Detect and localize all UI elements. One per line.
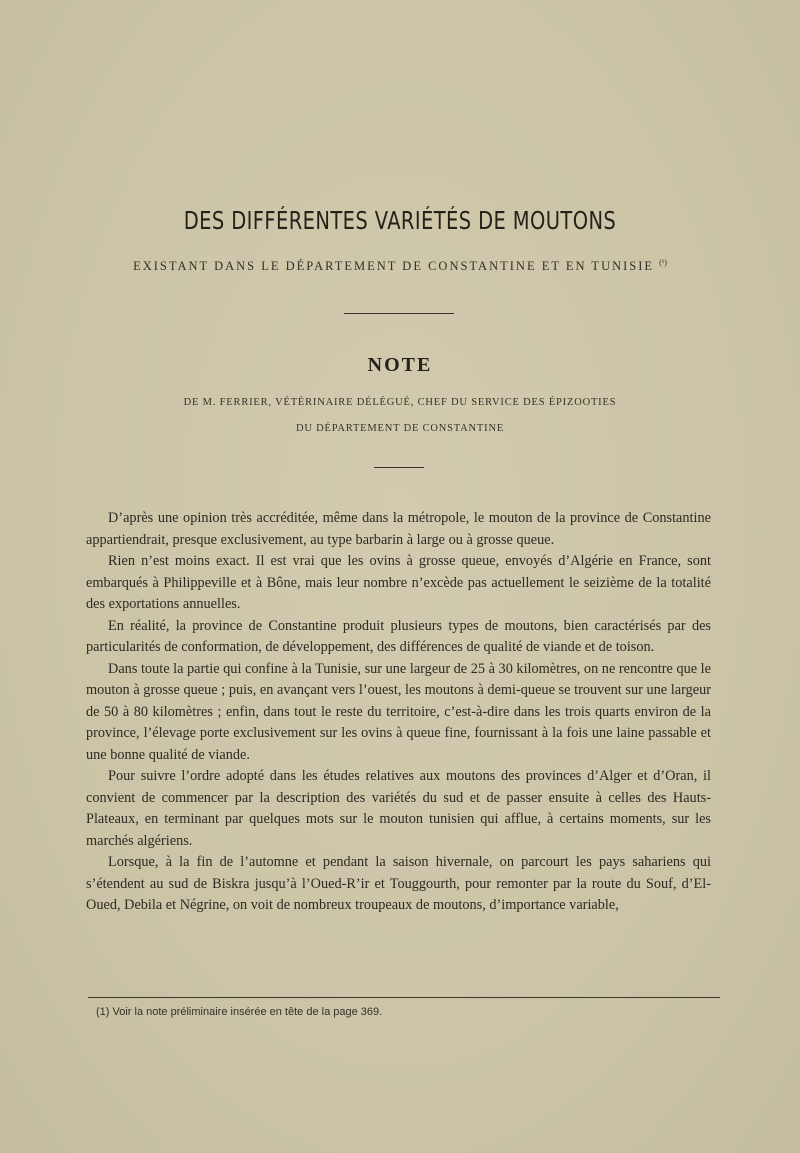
paragraph: Pour suivre l’ordre adopté dans les études relatives aux moutons des provinces d’Alger et d’Oran, il convient de commencer par la description des variétés du sud et de passer ensuite à celles des Hauts-Plateaux, en terminant par quelques mots sur le mouton tunisien qui afflue, à certains moments, sur les marchés algériens.	[86, 768, 711, 849]
author-line-2: DU DÉPARTEMENT DE CONSTANTINE	[295, 423, 505, 434]
body-text	[86, 508, 711, 917]
title-divider	[344, 313, 454, 314]
section-divider	[374, 467, 424, 468]
paragraph: D’après une opinion très accréditée, même dans la métropole, le mouton de la province de Constantine appartiendrait, presque exclusivement, au type barbarin à large ou à grosse queue.	[86, 510, 711, 548]
paragraph: En réalité, la province de Constantine produit plusieurs types de moutons, bien caractérisés par des particularités de conformation, de développement, des différences de qualité de viande et de toison.	[86, 617, 711, 655]
footnote-divider	[88, 997, 720, 998]
document-subtitle	[0, 258, 800, 274]
paragraph: Dans toute la partie qui confine à la Tunisie, sur une largeur de 25 à 30 kilomètres, on ne rencontre que le mouton à grosse queue ; puis, en avançant vers l’ouest, les moutons à demi-queue se trouvent sur une largeur de 50 à 80 kilomètres ; enfin, dans tout le reste du territoire, c’est-à-dire dans les trois quarts environ de la province, l’élevage porte exclusivement sur les ovins à queue fine, fournissant à la fois une laine passable et une bonne qualité de viande.	[86, 660, 711, 763]
document-title: DES DIFFÉRENTES VARIÉTÉS DE MOUTONS	[183, 206, 617, 235]
subtitle-text: EXISTANT DANS LE DÉPARTEMENT DE CONSTANTINE ET EN TUNISIE	[133, 259, 655, 274]
footnote: (1) Voir la note préliminaire insérée en tête de la page 369.	[96, 1006, 383, 1018]
paragraph: Lorsque, à la fin de l’automne et pendant la saison hivernale, on parcourt les pays sahariens qui s’étendent au sud de Biskra jusqu’à l’Oued-R’ir et Touggourth, pour remonter par la route du Souf, d’El-Oued, Debila et Négrine, on voit de nombreux troupeaux de moutons, d’importance variable,	[86, 854, 711, 913]
author-line-1: DE M. FERRIER, VÉTÉRINAIRE DÉLÉGUÉ, CHEF DU SERVICE DES ÉPIZOOTIES	[183, 397, 617, 408]
note-heading: NOTE	[367, 354, 433, 376]
footnote-reference: (¹)	[659, 258, 667, 267]
paragraph: Rien n’est moins exact. Il est vrai que les ovins à grosse queue, envoyés d’Algérie en France, sont embarqués à Philippeville et à Bône, mais leur nombre n’excède pas actuellement le seizième de la totalité des exportations annuelles.	[86, 553, 711, 612]
